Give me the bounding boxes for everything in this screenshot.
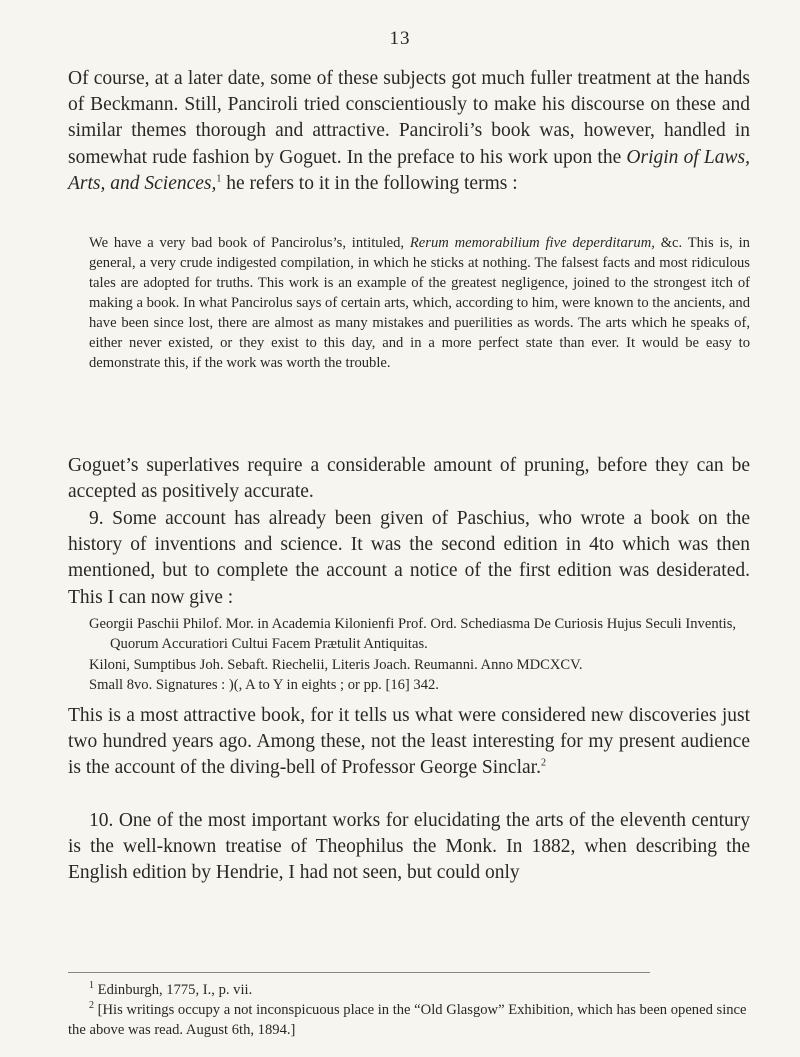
footnotes <box>68 980 750 1040</box>
quote1-text-end: &c. This is, in general, a very crude indigested compilation, in which he sticks at nothing. The falsest facts and most ridiculous tales are adopted for truths. This work is an example of the greatest negligence, joined to the strongest itch of making a book. In what Pancirolus says of certain arts, which, according to him, were known to the ancients, and have been since lost, there are almost as many mistakes and puerilities as words. The arts which he speaks of, either never existed, or they exist to this day, and in a more perfect state than ever. It would be easy to demonstrate this, if the work was worth the trouble. <box>89 235 750 371</box>
citation-imprint: Kiloni, Sumptibus Joh. Sebaft. Riechelii, Literis Joach. Reumanni. Anno MDCXCV. <box>89 656 583 673</box>
footnote-divider <box>68 972 650 973</box>
paragraph-panciroli <box>68 66 750 197</box>
para4-text: This is a most attractive book, for it tells us what were considered new discoveries just two hundred years ago. Among these, not the least interesting for my present audience is the account of the diving-bell of Professor George Sinclar. <box>68 705 750 779</box>
paragraph-paschius <box>68 506 750 611</box>
para2-text: Goguet’s superlatives require a considerable amount of pruning, before they can be accepted as positively accurate. <box>68 455 750 503</box>
goguet-quotation <box>68 233 750 373</box>
paschius-citation <box>68 614 750 696</box>
footnote-1 <box>68 980 750 1000</box>
paragraph-attractive-book <box>68 703 750 782</box>
footnote-ref-2: 2 <box>540 757 546 769</box>
para5-text: 10. One of the most important works for elucidating the arts of the eleventh century is the well-known treatise of Theophilus the Monk. In 1882, when describing the English edition by Hendrie, I had not seen, but could only <box>68 810 750 884</box>
quote1-text: We have a very bad book of Pancirolus’s, intituled, <box>89 235 410 251</box>
footnote-2-text: [His writings occupy a not inconspicuous place in the “Old Glasgow” Exhibition, which has been opened since the above was read. August 6th, 1894.] <box>68 1002 747 1038</box>
footnote-1-text: Edinburgh, 1775, I., p. vii. <box>94 982 253 998</box>
footnote-mark-1: 1 <box>89 980 94 992</box>
para1-text: Of course, at a later date, some of these subjects got much fuller treatment at the hands of Beckmann. Still, Panciroli tried conscientiously to make his discourse on these and similar themes thorough and attractive. Panciroli’s book was, however, handled in somewhat rude fashion by Goguet. In the preface to his work upon the <box>68 68 750 168</box>
paragraph-theophilus <box>68 808 750 887</box>
citation-title: Georgii Paschii Philof. Mor. in Academia Kilonienfi Prof. Ord. Schediasma De Curiosis Hujus Seculi Inventis, Quorum Accuratiori Cultui Facem Prætulit Antiquitas. <box>89 616 737 653</box>
quote1-title: Rerum memorabilium five deperditarum, <box>409 235 655 251</box>
para3-text: 9. Some account has already been given of Paschius, who wrote a book on the history of inventions and science. It was the second edition in 4to which was then mentioned, but to complete the account a notice of the first edition was desiderated. This I can now give : <box>68 508 750 608</box>
para1-title: Origin of Laws, Arts, and Sciences, <box>68 146 750 194</box>
paragraph-goguet <box>68 453 750 505</box>
page-number: 13 <box>389 28 411 49</box>
footnote-2 <box>68 1000 750 1040</box>
citation-collation: Small 8vo. Signatures : )(, A to Y in eights ; or pp. [16] 342. <box>89 677 439 694</box>
para1-text-end: he refers to it in the following terms : <box>221 172 518 194</box>
footnote-ref-1: 1 <box>216 173 222 185</box>
footnote-mark-2: 2 <box>89 1000 94 1012</box>
